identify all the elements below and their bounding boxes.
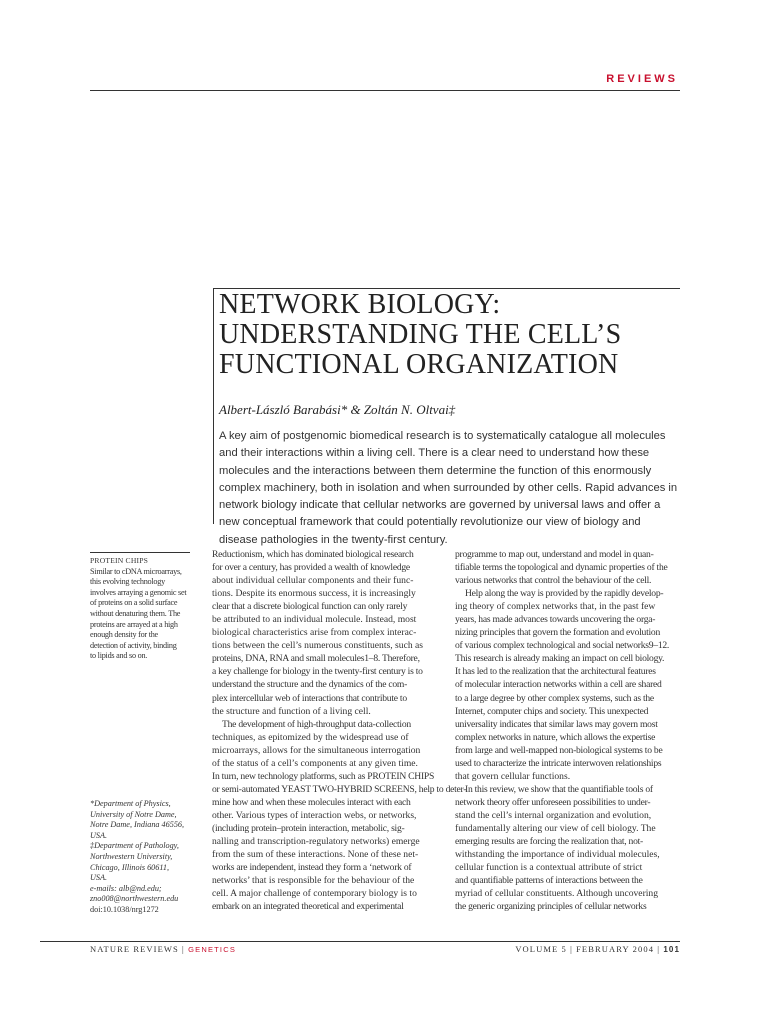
body-line: In turn, new technology platforms, such as PROTEIN CHIPS	[212, 770, 435, 782]
footer-rule	[40, 941, 680, 942]
body-line: clear that a discrete biological function can only rarely	[212, 601, 408, 613]
body-line: of the status of a cell’s components at any given time.	[212, 757, 418, 769]
header-rule	[90, 90, 680, 91]
glossary-term: PROTEIN CHIPS	[90, 556, 149, 565]
author-affiliations	[90, 799, 200, 916]
body-line: that govern cellular functions.	[455, 770, 571, 782]
body-line: from the sum of these interactions. None of these net-	[212, 849, 419, 861]
glossary-sidebar	[90, 556, 196, 662]
glossary-line: this evolving technology	[90, 577, 165, 587]
glossary-line: of proteins on a solid surface	[90, 598, 178, 608]
author-list: Albert-László Barabási* & Zoltán N. Oltvai‡	[219, 402, 456, 417]
body-line: ing theory of complex networks that, in the past few	[455, 601, 656, 613]
email-line: e-mails: alb@nd.edu;	[90, 883, 162, 893]
email-line: zno008@northwestern.edu	[90, 894, 179, 904]
glossary-line: involves arraying a genomic set	[90, 587, 187, 597]
body-column-1	[212, 548, 467, 913]
body-line: fundamentally altering our view of cell biology. The	[455, 822, 656, 834]
title-vertical-rule	[213, 288, 214, 524]
title-line-2: UNDERSTANDING THE CELL’S	[219, 319, 622, 350]
affiliation-line: USA.	[90, 830, 108, 840]
body-line: network theory offer unforeseen possibilities to under-	[455, 796, 651, 808]
body-line: to a large degree by other complex systems, such as the	[455, 692, 654, 704]
body-column-2	[455, 548, 680, 913]
body-line: mine how and when these molecules interact with each	[212, 796, 411, 808]
sidebar-rule	[90, 552, 190, 553]
body-line: of various complex technological and social networks9–12.	[455, 640, 670, 652]
body-line: emerging results are forcing the realization that, not-	[455, 836, 643, 848]
footer-journal	[90, 944, 236, 954]
body-line: Internet, computer chips and society. This unexpected	[455, 705, 649, 717]
body-line: the generic organizing principles of cellular networks	[455, 901, 647, 913]
glossary-line: Similar to cDNA microarrays,	[90, 566, 182, 576]
body-line: works are independent, instead they form a ‘network of	[212, 862, 412, 874]
body-line: proteins, DNA, RNA and small molecules1–8. Therefore,	[212, 653, 420, 665]
body-line: various networks that control the behaviour of the cell.	[455, 575, 652, 587]
body-line: tifiable terms the topological and dynamic properties of the	[455, 562, 668, 574]
body-line: myriad of cellular constituents. Although uncovering	[455, 888, 659, 900]
body-line: biological characteristics arise from complex interac-	[212, 627, 417, 639]
body-line: techniques, as epitomized by the widespread use of	[212, 731, 409, 743]
body-line: cell. A major challenge of contemporary biology is to	[212, 888, 417, 900]
body-line: withstanding the importance of individual molecules,	[455, 849, 660, 861]
body-line: networks’ that is responsible for the behaviour of the	[212, 875, 415, 887]
affiliation-line: USA.	[90, 873, 108, 883]
body-line: years, has made advances towards uncovering the orga-	[455, 614, 656, 626]
body-line: universality indicates that similar laws may govern most	[455, 718, 658, 730]
section-label: REVIEWS	[606, 73, 678, 85]
glossary-line: to lipids and so on.	[90, 651, 148, 661]
glossary-line: without denaturing them. The	[90, 608, 181, 618]
glossary-line: enough density for the	[90, 630, 158, 640]
body-line: or semi-automated YEAST TWO-HYBRID SCREENS, help to deter-	[212, 783, 467, 795]
body-line: embark on an integrated theoretical and experimental	[212, 901, 404, 913]
footer-separator: |	[178, 944, 189, 954]
affiliation-line: Notre Dame, Indiana 46556,	[90, 820, 185, 830]
body-line: from large and well-mapped non-biological systems to be	[455, 744, 663, 756]
abstract: A key aim of postgenomic biomedical research is to systematically catalogue all molecules and their interactions within a living cell. There is a clear need to understand how these molecules and the interactions between them determine the function of this enormously complex machinery, both in isolation and when surrounded by other cells. Rapid advances in network biology indicate that cellular networks are governed by universal laws and offer a new conceptual framework that could potentially revolutionize our view of biology and disease pathologies in the twenty-first century.	[219, 430, 678, 546]
glossary-line: detection of activity, binding	[90, 640, 177, 650]
body-line: and quantifiable patterns of interactions between the	[455, 875, 643, 887]
page-number: 101	[663, 945, 680, 954]
body-line: (including protein–protein interaction, metabolic, sig-	[212, 822, 405, 834]
body-line: stand the cell’s internal organization and evolution,	[455, 809, 652, 821]
affiliation-line: *Department of Physics,	[90, 799, 171, 808]
body-line: understand the structure and the dynamics of the com-	[212, 679, 408, 691]
body-line: In this review, we show that the quantifiable tools of	[465, 783, 653, 795]
body-line: Help along the way is provided by the rapidly develop-	[465, 588, 664, 600]
journal-name: NATURE REVIEWS	[90, 944, 179, 954]
affiliation-line: Chicago, Illinois 60611,	[90, 862, 169, 872]
body-line: other. Various types of interaction webs, or networks,	[212, 809, 417, 821]
body-line: programme to map out, understand and model in quan-	[455, 549, 654, 560]
body-line: cellular function is a contextual attribute of strict	[455, 862, 643, 874]
body-line: microarrays, allows for the simultaneous interrogation	[212, 744, 421, 756]
body-line: the structure and function of a living cell.	[212, 705, 371, 717]
affiliation-line: University of Notre Dame,	[90, 809, 177, 819]
body-line: for over a century, has provided a wealth of knowledge	[212, 562, 410, 574]
body-line: be attributed to an individual molecule. Instead, most	[212, 614, 417, 626]
body-line: nizing principles that govern the formation and evolution	[455, 627, 661, 639]
journal-section: GENETICS	[188, 945, 237, 954]
volume-info: VOLUME 5 | FEBRUARY 2004 |	[515, 944, 664, 954]
body-line: a key challenge for biology in the twenty-first century is to	[212, 666, 423, 678]
body-line: tions. Despite its enormous success, it is increasingly	[212, 588, 416, 600]
body-line: complex networks in nature, which allows the expertise	[455, 731, 656, 743]
glossary-line: proteins are arrayed at a high	[90, 619, 178, 629]
title-line-3: FUNCTIONAL ORGANIZATION	[219, 349, 619, 380]
body-line: The development of high-throughput data-collection	[222, 718, 411, 730]
article-title	[219, 290, 679, 380]
affiliation-line: ‡Department of Pathology,	[90, 841, 179, 851]
body-line: plex intercellular web of interactions that contribute to	[212, 692, 407, 704]
body-line: This research is already making an impact on cell biology.	[455, 653, 665, 665]
title-line-1: NETWORK BIOLOGY:	[219, 289, 501, 320]
body-line: about individual cellular components and their func-	[212, 575, 414, 587]
footer-volume	[515, 944, 680, 954]
body-line: nalling and transcription-regulatory networks) emerge	[212, 836, 420, 848]
body-line: It has led to the realization that the architectural features	[455, 666, 656, 678]
affiliation-line: Northwestern University,	[90, 851, 173, 861]
body-line: Reductionism, which has dominated biological research	[212, 549, 414, 560]
body-line: tions between the cell’s numerous constituents, such as	[212, 640, 424, 652]
body-line: used to characterize the intricate interwoven relationships	[455, 757, 662, 769]
doi: doi:10.1038/nrg1272	[90, 904, 159, 914]
body-line: of molecular interaction networks within a cell are shared	[455, 679, 662, 691]
